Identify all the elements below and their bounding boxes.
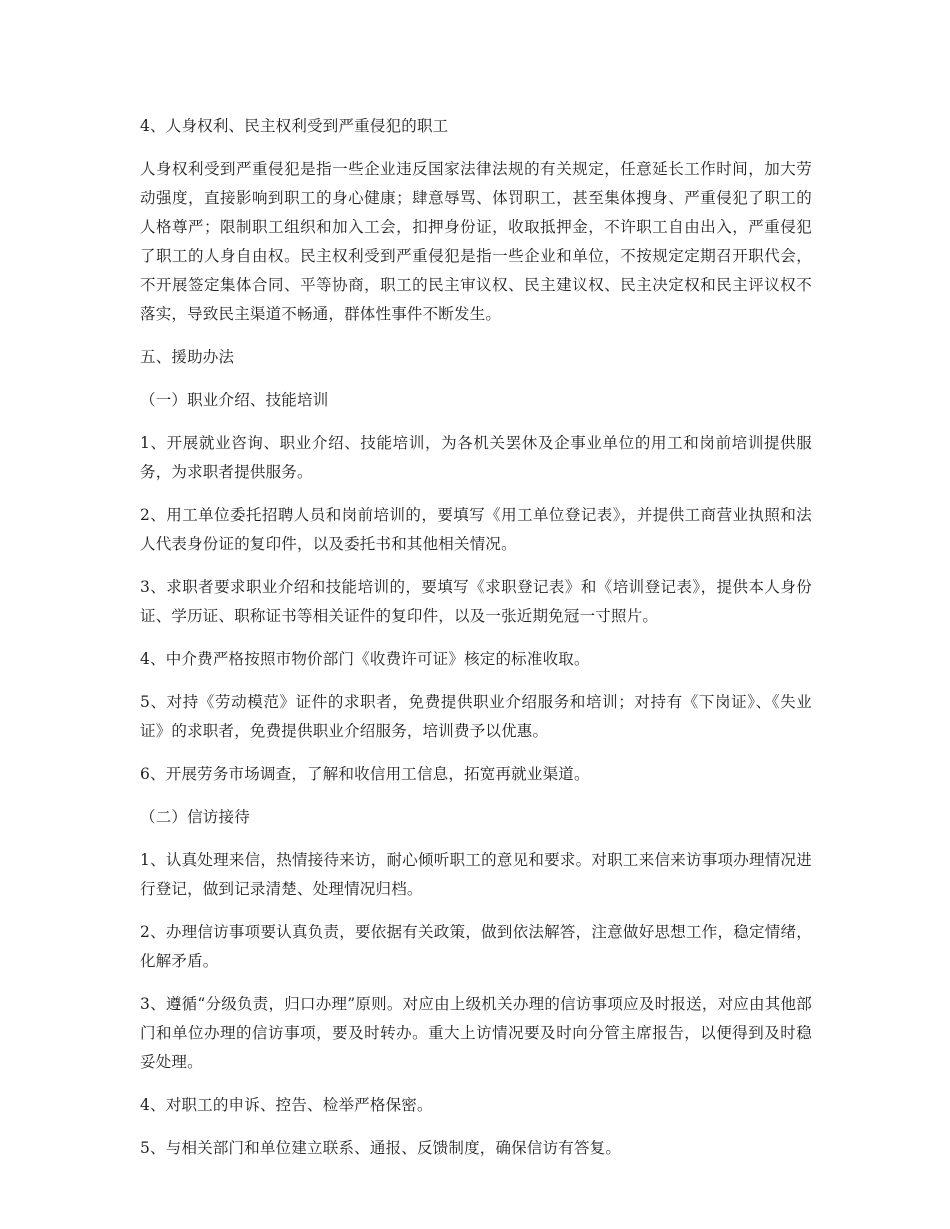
subsection-heading-job-training: （一）职业介绍、技能培训 [140, 391, 329, 409]
paragraph-petition-item-2: 2、办理信访事项要认真负责，要依据有关政策，做到依法解答，注意做好思想工作，稳定情绪，化解矛盾。 [140, 923, 812, 970]
paragraph-job-item-5: 5、对持《劳动模范》证件的求职者，免费提供职业介绍服务和培训；对持有《下岗证》、《失业证》的求职者，免费提供职业介绍服务，培训费予以优惠。 [140, 693, 812, 740]
paragraph-job-item-3: 3、求职者要求职业介绍和技能培训的，要填写《求职登记表》和《培训登记表》，提供本人身份证、学历证、职称证书等相关证件的复印件，以及一张近期免冠一寸照片。 [140, 578, 812, 625]
section-heading-assistance-methods: 五、援助办法 [140, 348, 235, 366]
paragraph-job-item-4: 4、中介费严格按照市物价部门《收费许可证》核定的标准收取。 [140, 650, 590, 668]
paragraph-petition-item-3: 3、遵循“分级负责，归口办理”原则。对应由上级机关办理的信访事项应及时报送，对应由其他部门和单位办理的信访事项，要及时转办。重大上访情况要及时向分管主席报告，以便得到及时稳妥处理。 [140, 995, 812, 1071]
paragraph-rights-description: 人身权利受到严重侵犯是指一些企业违反国家法律法规的有关规定，任意延长工作时间，加大劳动强度，直接影响到职工的身心健康；肆意辱骂、体罚职工，甚至集体搜身、严重侵犯了职工的人格尊严；限制职工组织和加入工会，扣押身份证，收取抵押金，不许职工自由出入，严重侵犯了职工的人身自由权。民主权利受到严重侵犯是指一些企业和单位，不按规定定期召开职代会，不开展签定集体合同、平等协商，职工的民主审议权、民主建议权、民主决定权和民主评议权不落实，导致民主渠道不畅通，群体性事件不断发生。 [140, 160, 812, 323]
paragraph-job-item-2: 2、用工单位委托招聘人员和岗前培训的，要填写《用工单位登记表》，并提供工商营业执照和法人代表身份证的复印件，以及委托书和其他相关情况。 [140, 506, 812, 553]
subsection-heading-petition-reception: （二）信访接待 [140, 808, 250, 826]
paragraph-petition-item-1: 1、认真处理来信，热情接待来访，耐心倾听职工的意见和要求。对职工来信来访事项办理情况进行登记，做到记录清楚、处理情况归档。 [140, 851, 812, 898]
paragraph-petition-item-5: 5、与相关部门和单位建立联系、通报、反馈制度，确保信访有答复。 [140, 1139, 622, 1157]
document-page [140, 112, 812, 1177]
paragraph-job-item-1: 1、开展就业咨询、职业介绍、技能培训，为各机关罢休及企事业单位的用工和岗前培训提供服务，为求职者提供服务。 [140, 434, 812, 481]
paragraph-job-item-6: 6、开展劳务市场调查，了解和收信用工信息，拓宽再就业渠道。 [140, 765, 590, 783]
section-heading-rights: 4、人身权利、民主权利受到严重侵犯的职工 [140, 117, 449, 135]
paragraph-petition-item-4: 4、对职工的申诉、控告、检举严格保密。 [140, 1096, 433, 1114]
